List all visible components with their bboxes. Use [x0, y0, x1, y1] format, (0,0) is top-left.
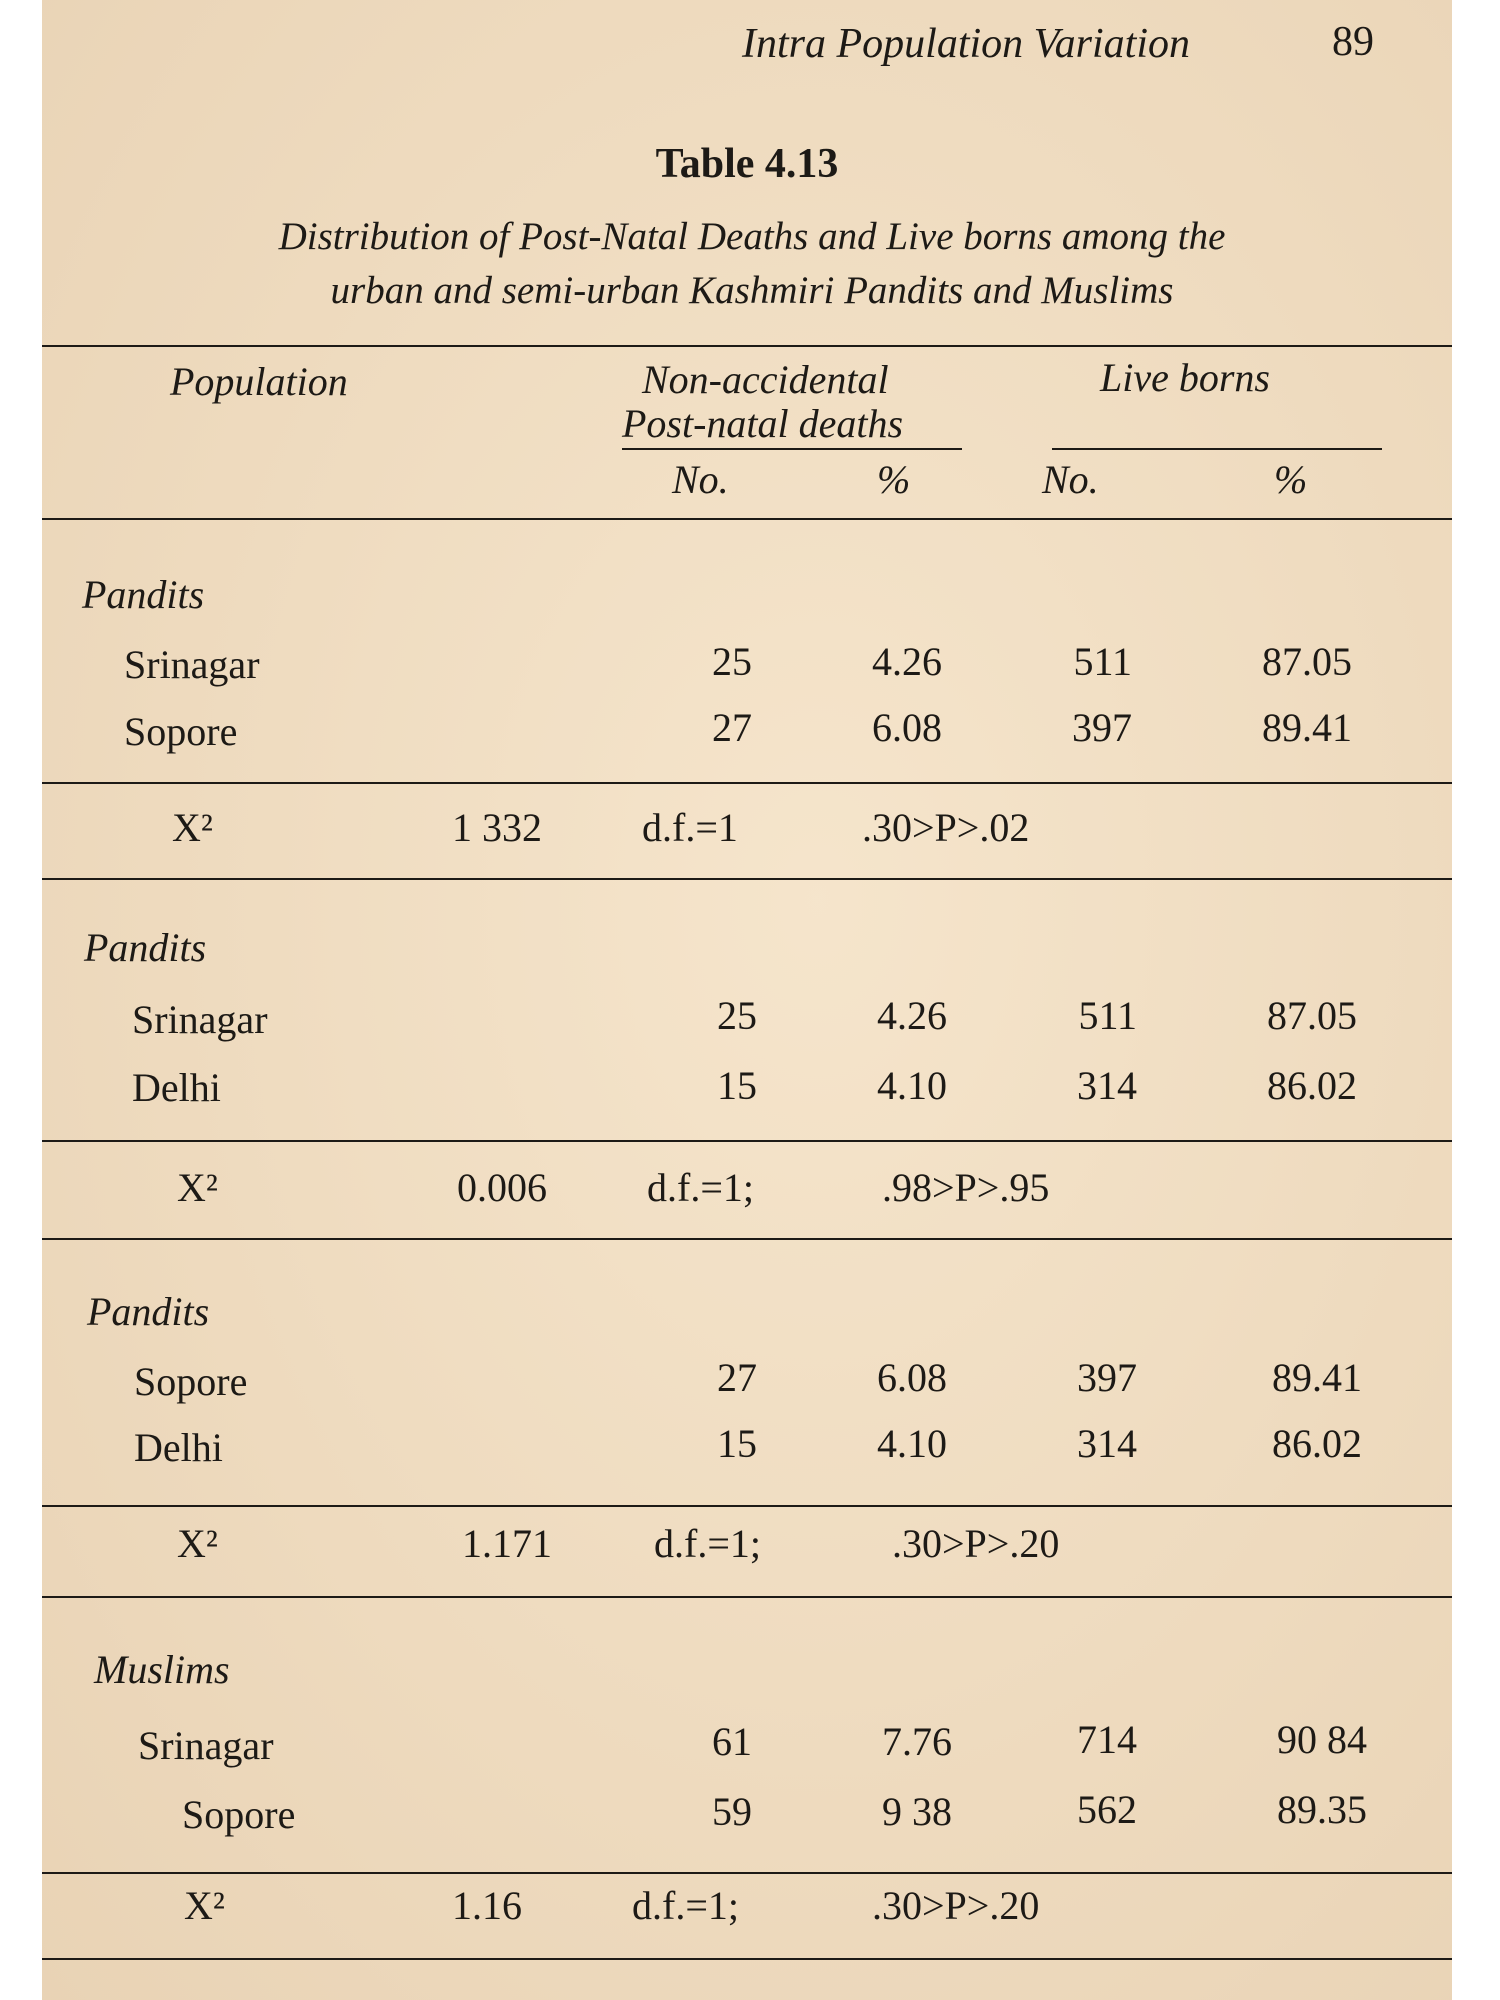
caption-line-2: urban and semi-urban Kashmiri Pandits and Muslims: [330, 269, 1174, 312]
live-count: 314: [1077, 1421, 1137, 1466]
live-percent: 86.02: [1267, 1063, 1357, 1108]
group-label: Pandits: [84, 925, 207, 970]
chi-square-value: 0.006: [457, 1165, 547, 1210]
group-rule: [42, 1238, 1452, 1240]
deaths-percent: 4.10: [877, 1421, 947, 1466]
place-name: Delhi: [132, 1065, 221, 1110]
degrees-of-freedom: d.f.=1;: [654, 1521, 761, 1566]
deaths-count: 25: [717, 993, 757, 1038]
place-name: Srinagar: [132, 997, 268, 1042]
group-label: Pandits: [82, 572, 205, 617]
header-deaths-line-1: Non-accidental: [642, 357, 889, 402]
degrees-of-freedom: d.f.=1: [642, 805, 738, 850]
deaths-percent: 9 38: [882, 1789, 952, 1834]
place-name: Sopore: [134, 1359, 248, 1404]
header-population: Population: [170, 359, 348, 404]
live-percent: 87.05: [1262, 639, 1352, 684]
live-percent: 89.41: [1262, 705, 1352, 750]
deaths-count: 25: [712, 639, 752, 684]
deaths-count: 61: [712, 1719, 752, 1764]
chi-square-label: X²: [172, 805, 213, 850]
caption-line-1: Distribution of Post-Natal Deaths and Live borns among the: [278, 215, 1226, 258]
deaths-count: 27: [717, 1355, 757, 1400]
deaths-percent: 4.26: [872, 639, 942, 684]
live-percent: 89.41: [1272, 1355, 1362, 1400]
table-number: Table 4.13: [655, 141, 839, 187]
live-count: 511: [1078, 993, 1137, 1038]
live-count: 511: [1073, 639, 1132, 684]
deaths-count: 15: [717, 1421, 757, 1466]
live-percent: 86.02: [1272, 1421, 1362, 1466]
degrees-of-freedom: d.f.=1;: [647, 1165, 754, 1210]
p-value-range: .30>P>.20: [892, 1521, 1060, 1566]
header-deaths-no: No.: [672, 457, 729, 502]
place-name: Srinagar: [138, 1723, 274, 1768]
header-deaths-pct: %: [877, 457, 911, 502]
live-percent: 90 84: [1277, 1717, 1367, 1762]
deaths-count: 59: [712, 1789, 752, 1834]
group-rule: [42, 878, 1452, 880]
p-value-range: .30>P>.02: [862, 805, 1030, 850]
deaths-percent: 6.08: [872, 705, 942, 750]
top-rule: [42, 345, 1452, 347]
page-number: 89: [1332, 19, 1374, 65]
live-count: 562: [1077, 1787, 1137, 1832]
group-label: Muslims: [94, 1647, 230, 1692]
deaths-count: 27: [712, 705, 752, 750]
live-count: 397: [1072, 705, 1132, 750]
p-value-range: .30>P>.20: [872, 1883, 1040, 1928]
place-name: Srinagar: [124, 642, 260, 687]
chi-square-label: X²: [184, 1883, 225, 1928]
header-live-no: No.: [1042, 457, 1099, 502]
running-head: Intra Population Variation: [742, 21, 1191, 67]
live-count: 314: [1077, 1063, 1137, 1108]
place-name: Sopore: [182, 1792, 296, 1837]
group-rule: [42, 782, 1452, 784]
degrees-of-freedom: d.f.=1;: [632, 1883, 739, 1928]
book-page: [42, 0, 1452, 2000]
deaths-percent: 4.10: [877, 1063, 947, 1108]
deaths-percent: 4.26: [877, 993, 947, 1038]
header-live-borns: Live borns: [1100, 355, 1270, 400]
deaths-count: 15: [717, 1063, 757, 1108]
chi-square-value: 1 332: [452, 805, 542, 850]
group-label: Pandits: [87, 1289, 210, 1334]
chi-square-label: X²: [177, 1165, 218, 1210]
group-rule: [42, 1140, 1452, 1142]
group-rule: [42, 1505, 1452, 1507]
live-count: 714: [1077, 1717, 1137, 1762]
live-count: 397: [1077, 1355, 1137, 1400]
p-value-range: .98>P>.95: [882, 1165, 1050, 1210]
group-rule: [42, 1596, 1452, 1598]
live-percent: 89.35: [1277, 1787, 1367, 1832]
live-header-rule: [1052, 448, 1382, 450]
place-name: Delhi: [134, 1425, 223, 1470]
header-bottom-rule: [42, 518, 1452, 520]
chi-square-label: X²: [177, 1521, 218, 1566]
header-deaths-line-2: Post-natal deaths: [622, 401, 904, 446]
deaths-header-rule: [622, 448, 962, 450]
group-rule: [42, 1872, 1452, 1874]
chi-square-value: 1.16: [452, 1883, 522, 1928]
live-percent: 87.05: [1267, 993, 1357, 1038]
deaths-percent: 6.08: [877, 1355, 947, 1400]
header-live-pct: %: [1274, 457, 1308, 502]
place-name: Sopore: [124, 709, 238, 754]
table-caption: [122, 210, 1382, 318]
chi-square-value: 1.171: [462, 1521, 552, 1566]
table-bottom-rule: [42, 1958, 1452, 1960]
deaths-percent: 7.76: [882, 1719, 952, 1764]
